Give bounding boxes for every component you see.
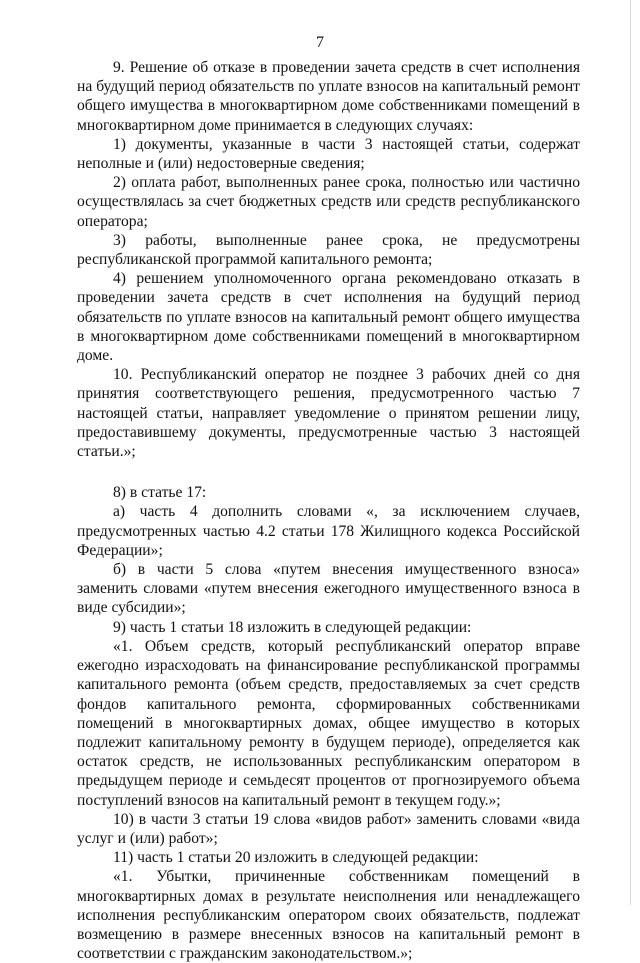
paragraph-article-17: 8) в статье 17:: [113, 484, 207, 502]
page-edge-line: [630, 0, 631, 905]
paragraph-item-1: 1) документы, указанные в части 3 настоящей статьи, содержат неполные и (или) недостоверные сведения;: [77, 135, 580, 173]
paragraph-article-20: 11) часть 1 статьи 20 изложить в следующей редакции:: [113, 849, 479, 867]
paragraph-refusal-grounds: 9. Решение об отказе в проведении зачета средств в счет исполнения на будущий период обязательств по уплате взносов на капитальный ремонт общего имущества в многоквартирном доме собственниками помещений в многоквартирном доме принимается в следующих случаях:: [77, 59, 580, 134]
paragraph-gap: [77, 461, 580, 483]
paragraph-notification: 10. Республиканский оператор не позднее 3 рабочих дней со дня принятия соответствующего решения, предусмотренного частью 7 настоящей статьи, направляет уведомление о принятом решении лицу, предоставившему документы, предусмотренные частью 3 настоящей статьи.»;: [77, 366, 580, 461]
page-number: 7: [316, 34, 324, 51]
paragraph-article-20-text: «1. Убытки, причиненные собственникам помещений в многоквартирных домах в результате неисполнения или ненадлежащего исполнения республиканским оператором своих обязательств, подлежат возмещению в размере внесенных взносов на капитальный ремонт в соответствии с гражданским законодательством.»;: [77, 868, 580, 963]
paragraph-item-2: 2) оплата работ, выполненных ранее срока, полностью или частично осуществлялась за счет бюджетных средств или средств республиканского оператора;: [77, 174, 580, 230]
paragraph-article-18: 9) часть 1 статьи 18 изложить в следующей редакции:: [113, 618, 472, 636]
paragraph-article-18-text: «1. Объем средств, который республиканский оператор вправе ежегодно израсходовать на финансирование республиканской программы капитального ремонта (объем средств, предоставляемых за счет средств фондов капитального ремонта, сформированных собственниками помещений в многоквартирных домах, общее имущество в которых подлежит капитальному ремонту в будущем периоде), определяется как остаток средств, не использованных республиканским оператором в предыдущем периоде и семьдесят процентов от прогнозируемого объема поступлений взносов на капитальный ремонт в текущем году.»;: [77, 637, 580, 809]
paragraph-article-17-b: б) в части 5 слова «путем внесения имущественного взноса» заменить словами «путем внесения ежегодного имущественного взноса в виде субсидии»;: [77, 561, 580, 617]
paragraph-article-17-a: а) часть 4 дополнить словами «, за исключением случаев, предусмотренных частью 4.2 статьи 178 Жилищного кодекса Российской Федерации»;: [77, 503, 580, 559]
paragraph-item-4: 4) решением уполномоченного органа рекомендовано отказать в проведении зачета средств в счет исполнения на будущий период обязательств по уплате взносов на капитальный ремонт общего имущества в многоквартирном доме собственниками помещений в многоквартирном доме.: [77, 270, 580, 365]
document-body: [77, 58, 580, 963]
paragraph-item-3: 3) работы, выполненные ранее срока, не предусмотрены республиканской программой капитального ремонта;: [77, 231, 580, 269]
paragraph-article-19: 10) в части 3 статьи 19 слова «видов работ» заменить словами «вида услуг и (или) работ»;: [77, 810, 580, 847]
